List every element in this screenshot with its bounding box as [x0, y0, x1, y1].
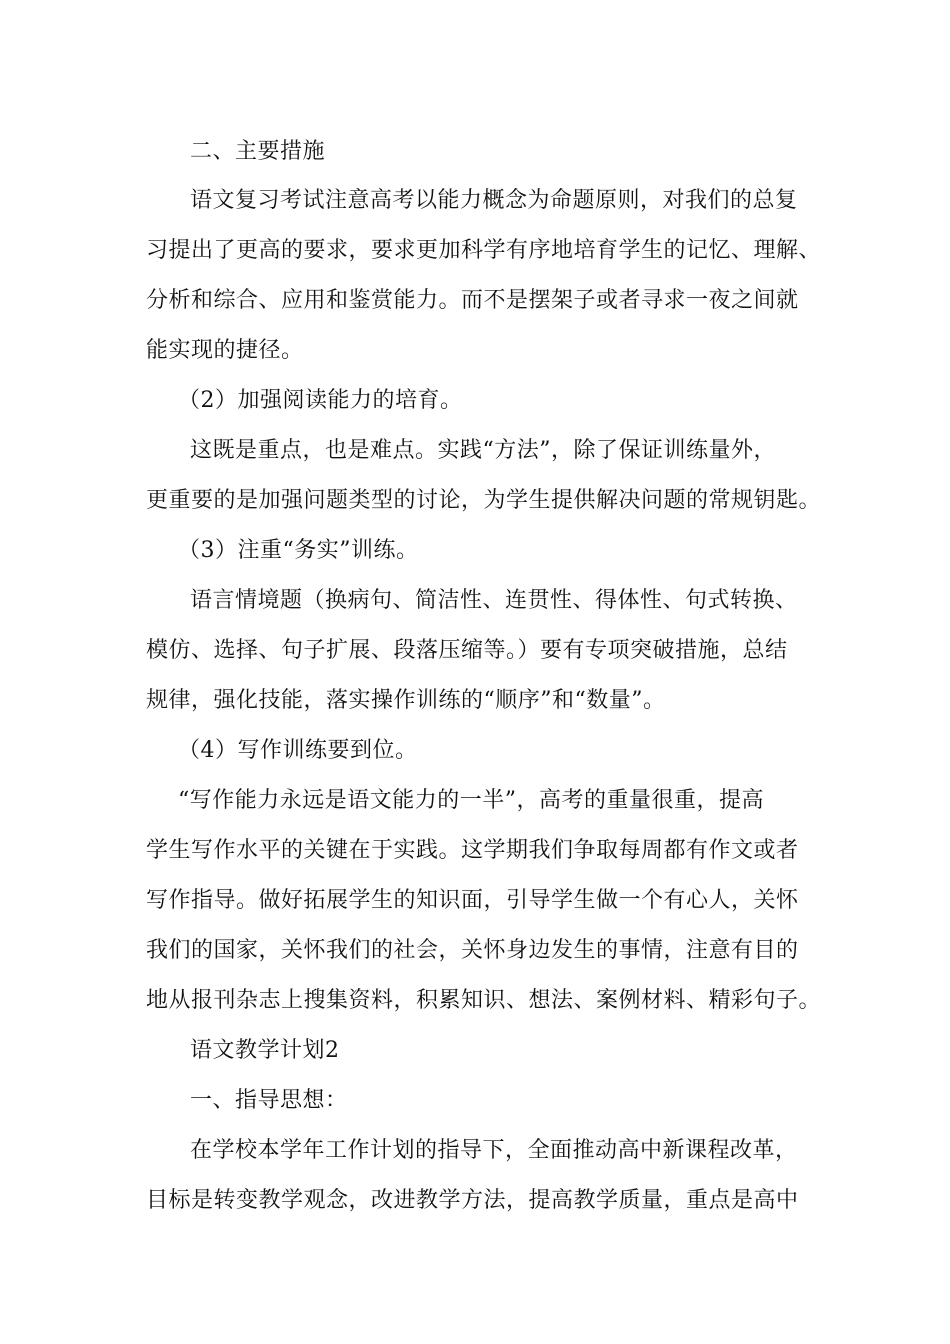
paragraph-line: 学生写作水平的关键在于实践。这学期我们争取每周都有作文或者 [146, 838, 799, 863]
paragraph-line: 更重要的是加强问题类型的讨论，为学生提供解决问题的常规钥匙。 [146, 488, 822, 513]
paragraph-line: 地从报刊杂志上搜集资料，积累知识、想法、案例材料、精彩句子。 [146, 988, 822, 1013]
subheading-writing: （4）写作训练要到位。 [178, 738, 418, 763]
paragraph-line: 规律，强化技能，落实操作训练的“顺序”和“数量”。 [146, 688, 666, 713]
paragraph-line: 语言情境题（换病句、简洁性、连贯性、得体性、句式转换、 [190, 588, 798, 613]
paragraph-line: 在学校本学年工作计划的指导下，全面推动高中新课程改革， [190, 1138, 798, 1163]
paragraph-line: 习提出了更高的要求，要求更加科学有序地培育学生的记忆、理解、 [146, 238, 822, 263]
paragraph-line: 语文复习考试注意高考以能力概念为命题原则，对我们的总复 [190, 188, 798, 213]
paragraph-line: 能实现的捷径。 [146, 338, 304, 363]
subheading-reading: （2）加强阅读能力的培育。 [178, 388, 463, 413]
paragraph-line: 这既是重点，也是难点。实践“方法”，除了保证训练量外， [190, 438, 776, 463]
section-heading-guiding-thought: 一、指导思想： [190, 1088, 348, 1113]
subheading-practical-training: （3）注重“务实”训练。 [178, 538, 419, 563]
paragraph-line: 模仿、选择、句子扩展、段落压缩等。）要有专项突破措施，总结 [146, 638, 788, 663]
section-heading-main-measures: 二、主要措施 [190, 139, 326, 164]
plan-title: 语文教学计划2 [190, 1038, 340, 1063]
paragraph-line: 我们的国家，关怀我们的社会，关怀身边发生的事情，注意有目的 [146, 938, 799, 963]
paragraph-line: “写作能力永远是语文能力的一半”，高考的重量很重，提高 [178, 788, 764, 813]
paragraph-line: 目标是转变教学观念，改进教学方法，提高教学质量，重点是高中 [146, 1188, 799, 1213]
paragraph-line: 写作指导。做好拓展学生的知识面，引导学生做一个有心人，关怀 [146, 888, 799, 913]
paragraph-line: 分析和综合、应用和鉴赏能力。而不是摆架子或者寻求一夜之间就 [146, 288, 799, 313]
